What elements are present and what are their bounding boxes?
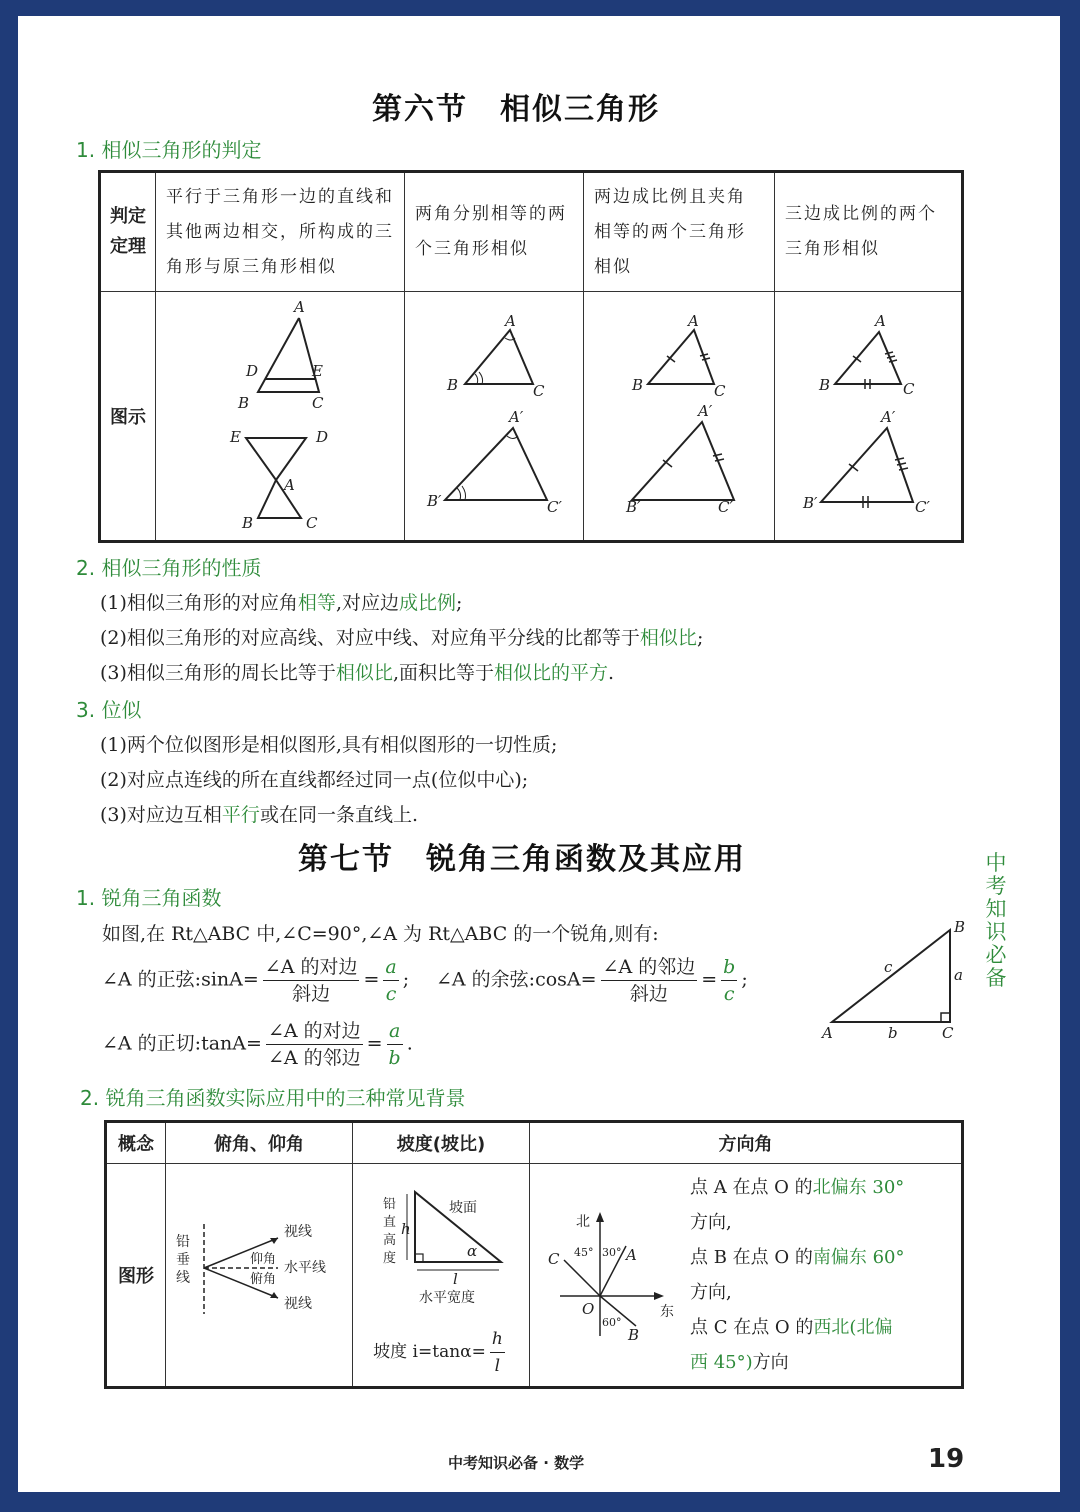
slope-diagram [353, 1172, 529, 1322]
svg-text:B: B [242, 514, 254, 532]
svg-text:A: A [822, 1024, 833, 1042]
figure-sas [584, 292, 775, 542]
theorem-1: 平行于三角形一边的直线和其他两边相交，所构成的三角形与原三角形相似 [156, 172, 405, 292]
property-3: (3)相似三角形的周长比等于相似比,面积比等于相似比的平方. [100, 662, 615, 684]
heading-properties: 2. 相似三角形的性质 [76, 556, 262, 580]
svg-text:线: 线 [176, 1270, 190, 1286]
svg-text:a: a [954, 966, 963, 984]
svg-text:A: A [294, 298, 305, 316]
svg-text:B: B [819, 376, 831, 394]
svg-text:C: C [942, 1024, 954, 1042]
section6-title: 第六节 相似三角形 [372, 92, 660, 127]
svg-text:α: α [467, 1241, 478, 1260]
homothety-2: (2)对应点连线的所在直线都经过同一点(位似中心); [100, 769, 529, 791]
figure-angles [405, 292, 584, 542]
svg-text:c: c [884, 958, 893, 976]
figure-parallel [156, 292, 405, 542]
elevation-figure [166, 1164, 353, 1388]
svg-text:A′: A′ [881, 408, 896, 426]
svg-text:直: 直 [383, 1214, 397, 1230]
svg-text:俯角: 俯角 [250, 1272, 277, 1287]
heading-similar-judgment: 1. 相似三角形的判定 [76, 138, 262, 162]
svg-text:45°: 45° [574, 1246, 594, 1259]
svg-text:C: C [312, 394, 324, 412]
svg-text:A′: A′ [698, 402, 713, 420]
cos-formula: ∠A 的余弦:cosA= $\frac{\text{∠A 的邻边}}{\text{斜边}}$ = $\frac{b}{c}$ ; [436, 956, 748, 1005]
svg-text:视线: 视线 [284, 1296, 312, 1312]
svg-text:坡面: 坡面 [449, 1199, 477, 1216]
svg-text:仰角: 仰角 [250, 1252, 277, 1267]
slope-figure [353, 1164, 530, 1388]
sas-diagram [584, 292, 774, 536]
col-slope: 坡度(坡比) [353, 1122, 530, 1164]
svg-text:C: C [903, 380, 915, 398]
svg-text:A: A [626, 1246, 637, 1264]
svg-text:A: A [875, 312, 886, 330]
svg-text:水平宽度: 水平宽度 [419, 1289, 475, 1306]
svg-text:B: B [954, 918, 966, 936]
svg-text:C′: C′ [718, 498, 733, 516]
col-direction: 方向角 [530, 1122, 963, 1164]
svg-text:E: E [312, 362, 323, 380]
direction-cell [530, 1164, 963, 1388]
section7-title: 第七节 锐角三角函数及其应用 [298, 842, 746, 877]
svg-text:B: B [628, 1326, 640, 1344]
homothety-1: (1)两个位似图形是相似图形,具有相似图形的一切性质; [100, 734, 558, 756]
svg-text:C: C [306, 514, 318, 532]
row-label-theorem: 判定定理 [100, 172, 156, 292]
svg-text:60°: 60° [602, 1316, 622, 1329]
svg-text:l: l [453, 1269, 458, 1288]
application-table [104, 1120, 964, 1389]
svg-text:B′: B′ [803, 494, 818, 512]
slope-formula: 坡度 i=tanα= $\frac{h}{l}$ [353, 1326, 529, 1379]
svg-text:h: h [401, 1219, 411, 1238]
svg-text:C′: C′ [915, 498, 930, 516]
page-number: 19 [928, 1444, 965, 1474]
row-figure: 图形 [106, 1164, 166, 1388]
property-2: (2)相似三角形的对应高线、对应中线、对应角平分线的比都等于相似比; [100, 627, 704, 649]
theorem-3: 两边成比例且夹角相等的两个三角形相似 [584, 172, 775, 292]
two-angles-diagram [405, 292, 583, 536]
svg-text:B: B [447, 376, 459, 394]
svg-text:东: 东 [660, 1304, 674, 1320]
svg-text:C: C [548, 1250, 560, 1268]
homothety-3: (3)对应边互相平行或在同一条直线上. [100, 804, 418, 826]
sidebar-label: 中 考 知 识 必 备 [985, 851, 1007, 990]
elevation-depression-diagram [166, 1164, 352, 1382]
trig-intro: 如图,在 Rt△ABC 中,∠C=90°,∠A 为 Rt△ABC 的一个锐角,则有: [102, 923, 659, 945]
svg-text:水平线: 水平线 [284, 1260, 326, 1276]
property-1: (1)相似三角形的对应角相等,对应边成比例; [100, 592, 463, 614]
svg-text:B′: B′ [427, 492, 442, 510]
svg-text:C: C [533, 382, 545, 400]
right-triangle-diagram [814, 916, 974, 1046]
svg-text:A: A [688, 312, 699, 330]
svg-text:B′: B′ [626, 498, 641, 516]
svg-text:b: b [888, 1024, 898, 1042]
svg-text:A: A [505, 312, 516, 330]
figure-sss [775, 292, 963, 542]
heading-trig: 1. 锐角三角函数 [76, 886, 222, 910]
svg-text:D: D [316, 428, 329, 446]
theorem-2: 两角分别相等的两个三角形相似 [405, 172, 584, 292]
svg-text:度: 度 [383, 1250, 397, 1266]
svg-text:北: 北 [576, 1214, 590, 1230]
svg-text:C′: C′ [547, 498, 562, 516]
compass-diagram [530, 1166, 690, 1384]
tan-formula: ∠A 的正切:tanA= $\frac{\text{∠A 的对边}}{\text{∠A 的邻边}}$ = $\frac{a}{b}$ . [102, 1020, 413, 1069]
direction-text: 点 A 在点 O 的北偏东 30° 方向, 点 B 在点 O 的南偏东 60° 方向, 点 C 在点 O 的西北(北偏 西 45°)方向 [690, 1177, 905, 1373]
svg-text:铅: 铅 [176, 1234, 190, 1250]
svg-text:高: 高 [383, 1232, 397, 1248]
row-label-figure: 图示 [100, 292, 156, 542]
svg-text:D: D [246, 362, 259, 380]
page [18, 16, 1060, 1492]
similar-triangle-table [98, 170, 964, 543]
svg-text:30°: 30° [602, 1246, 622, 1259]
svg-text:B: B [238, 394, 250, 412]
svg-text:铅: 铅 [383, 1196, 397, 1212]
svg-text:E: E [230, 428, 241, 446]
parallel-line-diagram [156, 292, 404, 536]
col-elevation: 俯角、仰角 [166, 1122, 353, 1164]
svg-text:垂: 垂 [176, 1252, 190, 1268]
svg-text:视线: 视线 [284, 1224, 312, 1240]
svg-text:A′: A′ [509, 408, 524, 426]
svg-text:A: A [284, 476, 295, 494]
svg-text:O: O [582, 1300, 595, 1318]
sin-formula: ∠A 的正弦:sinA= $\frac{\text{∠A 的对边}}{\text{斜边}}$ = $\frac{a}{c}$ ; [102, 956, 410, 1005]
svg-text:C: C [714, 382, 726, 400]
heading-applications: 2. 锐角三角函数实际应用中的三种常见背景 [80, 1086, 466, 1110]
sss-diagram [775, 292, 961, 536]
footer: 中考知识必备 · 数学 [448, 1454, 585, 1472]
theorem-4: 三边成比例的两个三角形相似 [775, 172, 963, 292]
col-concept: 概念 [106, 1122, 166, 1164]
heading-homothety: 3. 位似 [76, 698, 142, 722]
svg-text:B: B [632, 376, 644, 394]
